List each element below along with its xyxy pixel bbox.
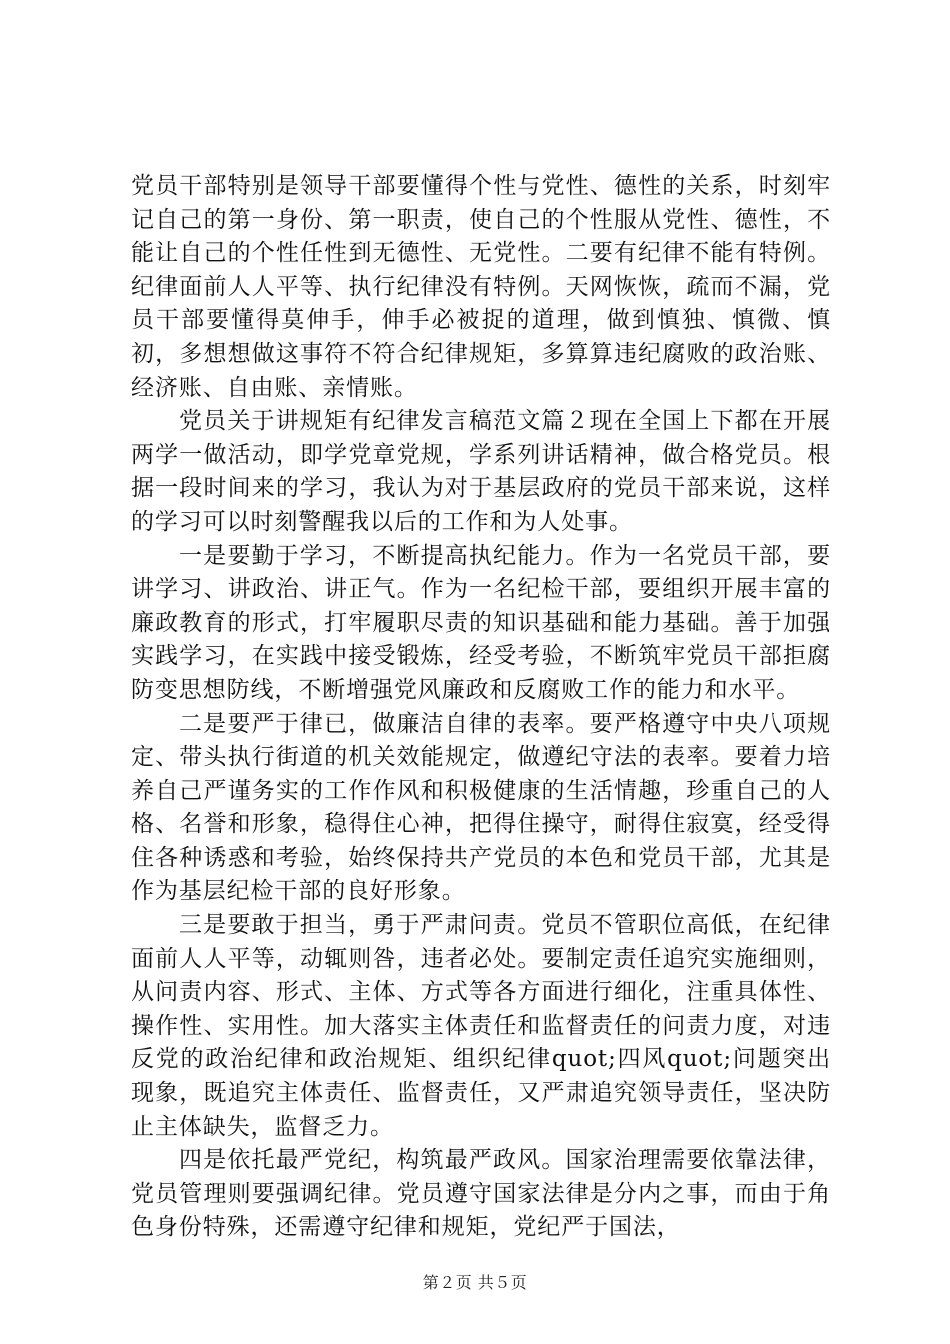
paragraph-point-three: 三是要敢于担当，勇于严肃问责。党员不管职位高低，在纪律面前人人平等，动辄则咎，违者必处。要制定责任追究实施细则，从问责内容、形式、主体、方式等各方面进行细化，注重具体性、操作性、实用性。加大落实主体责任和监督责任的问责力度，对违反党的政治纪律和政治规矩、组织纪律quot;四风quot;问题突出现象，既追究主体责任、监督责任，又严肃追究领导责任，坚决防止主体缺失，监督乏力。	[131, 912, 831, 1140]
paragraph-point-four: 四是依托最严党纪，构筑最严政风。国家治理需要依靠法律，党员管理则要强调纪律。党员遵守国家法律是分内之事，而由于角色身份特殊，还需遵守纪律和规矩，党纪严于国法，	[131, 1147, 831, 1241]
page-number-footer: 第２页 共５页	[422, 1273, 528, 1292]
paragraph-speech-intro: 党员关于讲规矩有纪律发言稿范文篇２现在全国上下都在开展两学一做活动，即学党章党规，学系列讲话精神，做合格党员。根据一段时间来的学习，我认为对于基层政府的党员干部来说，这样的学习可以时刻警醒我以后的工作和为人处事。	[131, 408, 831, 535]
paragraph-point-two: 二是要严于律已，做廉洁自律的表率。要严格遵守中央八项规定、带头执行街道的机关效能规定，做遵纪守法的表率。要着力培养自己严谨务实的工作作风和积极健康的生活情趣，珍重自己的人格、名誉和形象，稳得住心神，把得住操守，耐得住寂寞，经受得住各种诱惑和考验，始终保持共产党员的本色和党员干部，尤其是作为基层纪检干部的良好形象。	[131, 710, 831, 905]
paragraph-continuation: 党员干部特别是领导干部要懂得个性与党性、德性的关系，时刻牢记自己的第一身份、第一职责，使自己的个性服从党性、德性，不能让自己的个性任性到无德性、无党性。二要有纪律不能有特例。纪律面前人人平等、执行纪律没有特例。天网恢恢，疏而不漏，党员干部要懂得莫伸手，伸手必被捉的道理，做到慎独、慎微、慎初，多想想做这事符不符合纪律规矩，多算算违纪腐败的政治账、经济账、自由账、亲情账。	[131, 173, 831, 401]
document-body	[131, 170, 831, 1245]
paragraph-point-one: 一是要勤于学习，不断提高执纪能力。作为一名党员干部，要讲学习、讲政治、讲正气。作为一名纪检干部，要组织开展丰富的廉政教育的形式，打牢履职尽责的知识基础和能力基础。善于加强实践学习，在实践中接受锻炼，经受考验，不断筑牢党员干部拒腐防变思想防线，不断增强党风廉政和反腐败工作的能力和水平。	[131, 542, 831, 703]
